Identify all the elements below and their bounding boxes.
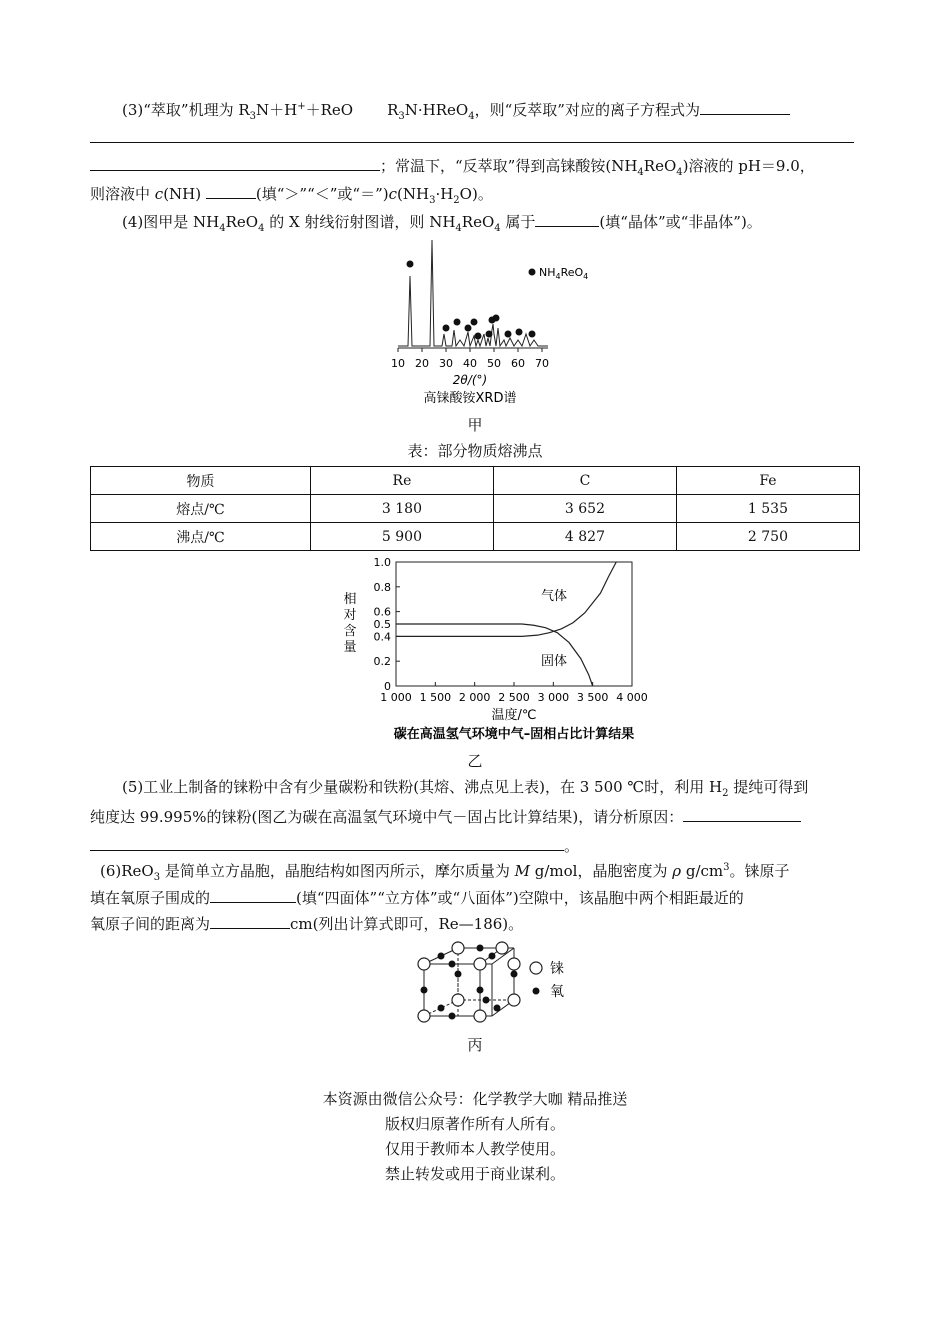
re-atoms xyxy=(418,942,520,1022)
table-header-cell: Fe xyxy=(676,467,859,495)
x-tick-label: 1 500 xyxy=(419,691,452,704)
footer-line: 仅用于教师本人教学使用。 xyxy=(384,1140,565,1158)
table-title: 表：部分物质熔沸点 xyxy=(407,442,543,460)
caption-bing: 丙 xyxy=(467,1036,483,1054)
answer-blank[interactable] xyxy=(683,805,801,822)
y-tick-label: 0.6 xyxy=(373,605,391,619)
footer-line: 本资源由微信公众号：化学教学大咖 精品推送 xyxy=(322,1090,628,1108)
table-cell: 2 750 xyxy=(676,523,859,551)
q4-line: (4)图甲是 $NH_4ReO_4$ 的 X 射线衍射图谱，则 $NH_4ReO_4$ 属于 (填“晶体”或“非晶体”)。 xyxy=(122,210,860,233)
answer-blank[interactable] xyxy=(535,210,599,227)
xtick-label: 70 xyxy=(535,357,549,370)
table-cell: 沸点/℃ xyxy=(91,523,311,551)
table-header-cell: C xyxy=(493,467,676,495)
x-tick-label: 3 500 xyxy=(576,691,609,704)
x-tick-label: 1 000 xyxy=(380,691,412,704)
ylabel-char: 量 xyxy=(343,640,357,655)
table-cell: 熔点/℃ xyxy=(91,495,311,523)
answer-blank[interactable] xyxy=(210,912,290,929)
chart-title: 碳在高温氢气环境中气–固相占比计算结果 xyxy=(393,727,635,742)
table-header-row xyxy=(91,467,860,495)
legend-re-label: 铼 xyxy=(550,961,564,977)
q5-line-1: (5)工业上制备的铼粉中含有少量碳粉和铁粉(其熔、沸点见上表)，在 3 500 ℃时，利用 $H_2$ 提纯可得到 xyxy=(122,778,809,799)
x-tick-label: 2 000 xyxy=(458,691,491,704)
xrd-legend: $NH_4ReO_4$ xyxy=(539,266,589,281)
phase-chart xyxy=(340,553,660,749)
caption-jia: 甲 xyxy=(467,416,483,434)
q3-line-2 xyxy=(90,126,860,149)
xrd-figure xyxy=(380,236,620,412)
y-tick-label: 0.8 xyxy=(373,580,391,594)
xrd-peak-markers xyxy=(407,261,536,340)
q3-line-1: (3)“萃取”机理为 $R_3N+H^++ReO$ $R_3N\cdot HReO_4$，则“反萃取”对应的离子方程式为 xyxy=(122,98,860,121)
q3-line-3: ；常温下，“反萃取”得到高铼酸铵$(NH_4ReO_4)$溶液的 pH＝9.0， xyxy=(90,154,860,177)
legend-dot xyxy=(529,269,536,276)
x-tick-label: 3 000 xyxy=(537,691,570,704)
table-header-cell: 物质 xyxy=(91,467,311,495)
answer-blank[interactable] xyxy=(210,886,296,903)
table-row xyxy=(91,495,860,523)
answer-blank[interactable] xyxy=(700,98,790,115)
table-cell: 4 827 xyxy=(493,523,676,551)
x-tick-label: 2 500 xyxy=(498,691,530,704)
properties-table xyxy=(90,466,860,551)
footer-line: 版权归原著作所有人所有。 xyxy=(384,1115,565,1133)
legend-o-symbol xyxy=(533,988,540,995)
ylabel-char: 对 xyxy=(343,608,357,623)
footer-line: 禁止转发或用于商业谋利。 xyxy=(384,1165,565,1183)
gas-label: 气体 xyxy=(540,589,568,604)
y-tick-label: 0.2 xyxy=(373,655,391,669)
chart-xlabel: 温度/℃ xyxy=(491,708,537,723)
cube-edges xyxy=(424,948,514,1016)
y-tick-label: 0 xyxy=(384,680,391,693)
xrd-trace xyxy=(398,240,548,346)
table-row xyxy=(91,523,860,551)
xrd-title: 高铼酸铵XRD谱 xyxy=(423,391,517,406)
y-tick-label: 0.5 xyxy=(373,618,391,631)
xtick-label: 60 xyxy=(511,357,525,370)
x-ticks xyxy=(380,682,648,704)
xtick-label: 20 xyxy=(415,357,429,370)
answer-blank[interactable] xyxy=(206,182,256,199)
caption-yi: 乙 xyxy=(467,752,483,770)
ylabel-char: 含 xyxy=(343,624,357,639)
crystal-figure xyxy=(412,940,582,1032)
answer-blank[interactable] xyxy=(90,126,854,143)
series-line-gas xyxy=(396,562,616,636)
series-lines xyxy=(396,562,616,686)
table-cell: 3 180 xyxy=(310,495,493,523)
legend-re-symbol xyxy=(530,962,542,974)
table-cell: 1 535 xyxy=(676,495,859,523)
x-tick-label: 4 000 xyxy=(616,691,648,704)
q6-line-3: 氧原子间的距离为 cm(列出计算式即可，Re—186)。 xyxy=(90,912,860,935)
q5-line-2: 纯度达 99.995%的铼粉(图乙为碳在高温氢气环境中气－固占比计算结果)，请分析原因： xyxy=(90,805,860,828)
y-tick-label: 1.0 xyxy=(373,556,391,569)
solid-label: 固体 xyxy=(540,654,568,669)
xtick-label: 40 xyxy=(463,357,477,370)
q3-line-4: 则溶液中 c(NH) (填“＞”“＜”或“$=”)c(NH_3\cdot H_2O)$。 xyxy=(90,182,860,205)
xrd-xlabel: 2θ/(°) xyxy=(452,373,488,387)
table-cell: 3 652 xyxy=(493,495,676,523)
ylabel-char: 相 xyxy=(343,592,357,607)
table-header-cell: Re xyxy=(310,467,493,495)
xtick-label: 10 xyxy=(391,357,405,370)
q6-line-2: 填在氧原子围成的 (填“四面体”“立方体”或“八面体”)空隙中，该晶胞中两个相距最近的 xyxy=(90,886,860,909)
legend-o-label: 氧 xyxy=(550,984,564,1000)
xtick-label: 50 xyxy=(487,357,501,370)
xrd-ticks xyxy=(398,348,542,352)
xtick-label: 30 xyxy=(439,357,453,370)
answer-blank[interactable] xyxy=(90,154,380,171)
xrd-xtick-labels xyxy=(391,357,549,370)
answer-blank[interactable] xyxy=(90,834,564,851)
y-tick-label: 0.4 xyxy=(373,630,391,644)
q5-line-3: 。 xyxy=(90,834,860,857)
q6-line-1: (6)ReO$_3$ 是简单立方晶胞，晶胞结构如图丙所示，摩尔质量为 M g/mol，晶胞密度为 ρ $g/cm^3$。铼原子 xyxy=(100,862,790,883)
table-cell: 5 900 xyxy=(310,523,493,551)
